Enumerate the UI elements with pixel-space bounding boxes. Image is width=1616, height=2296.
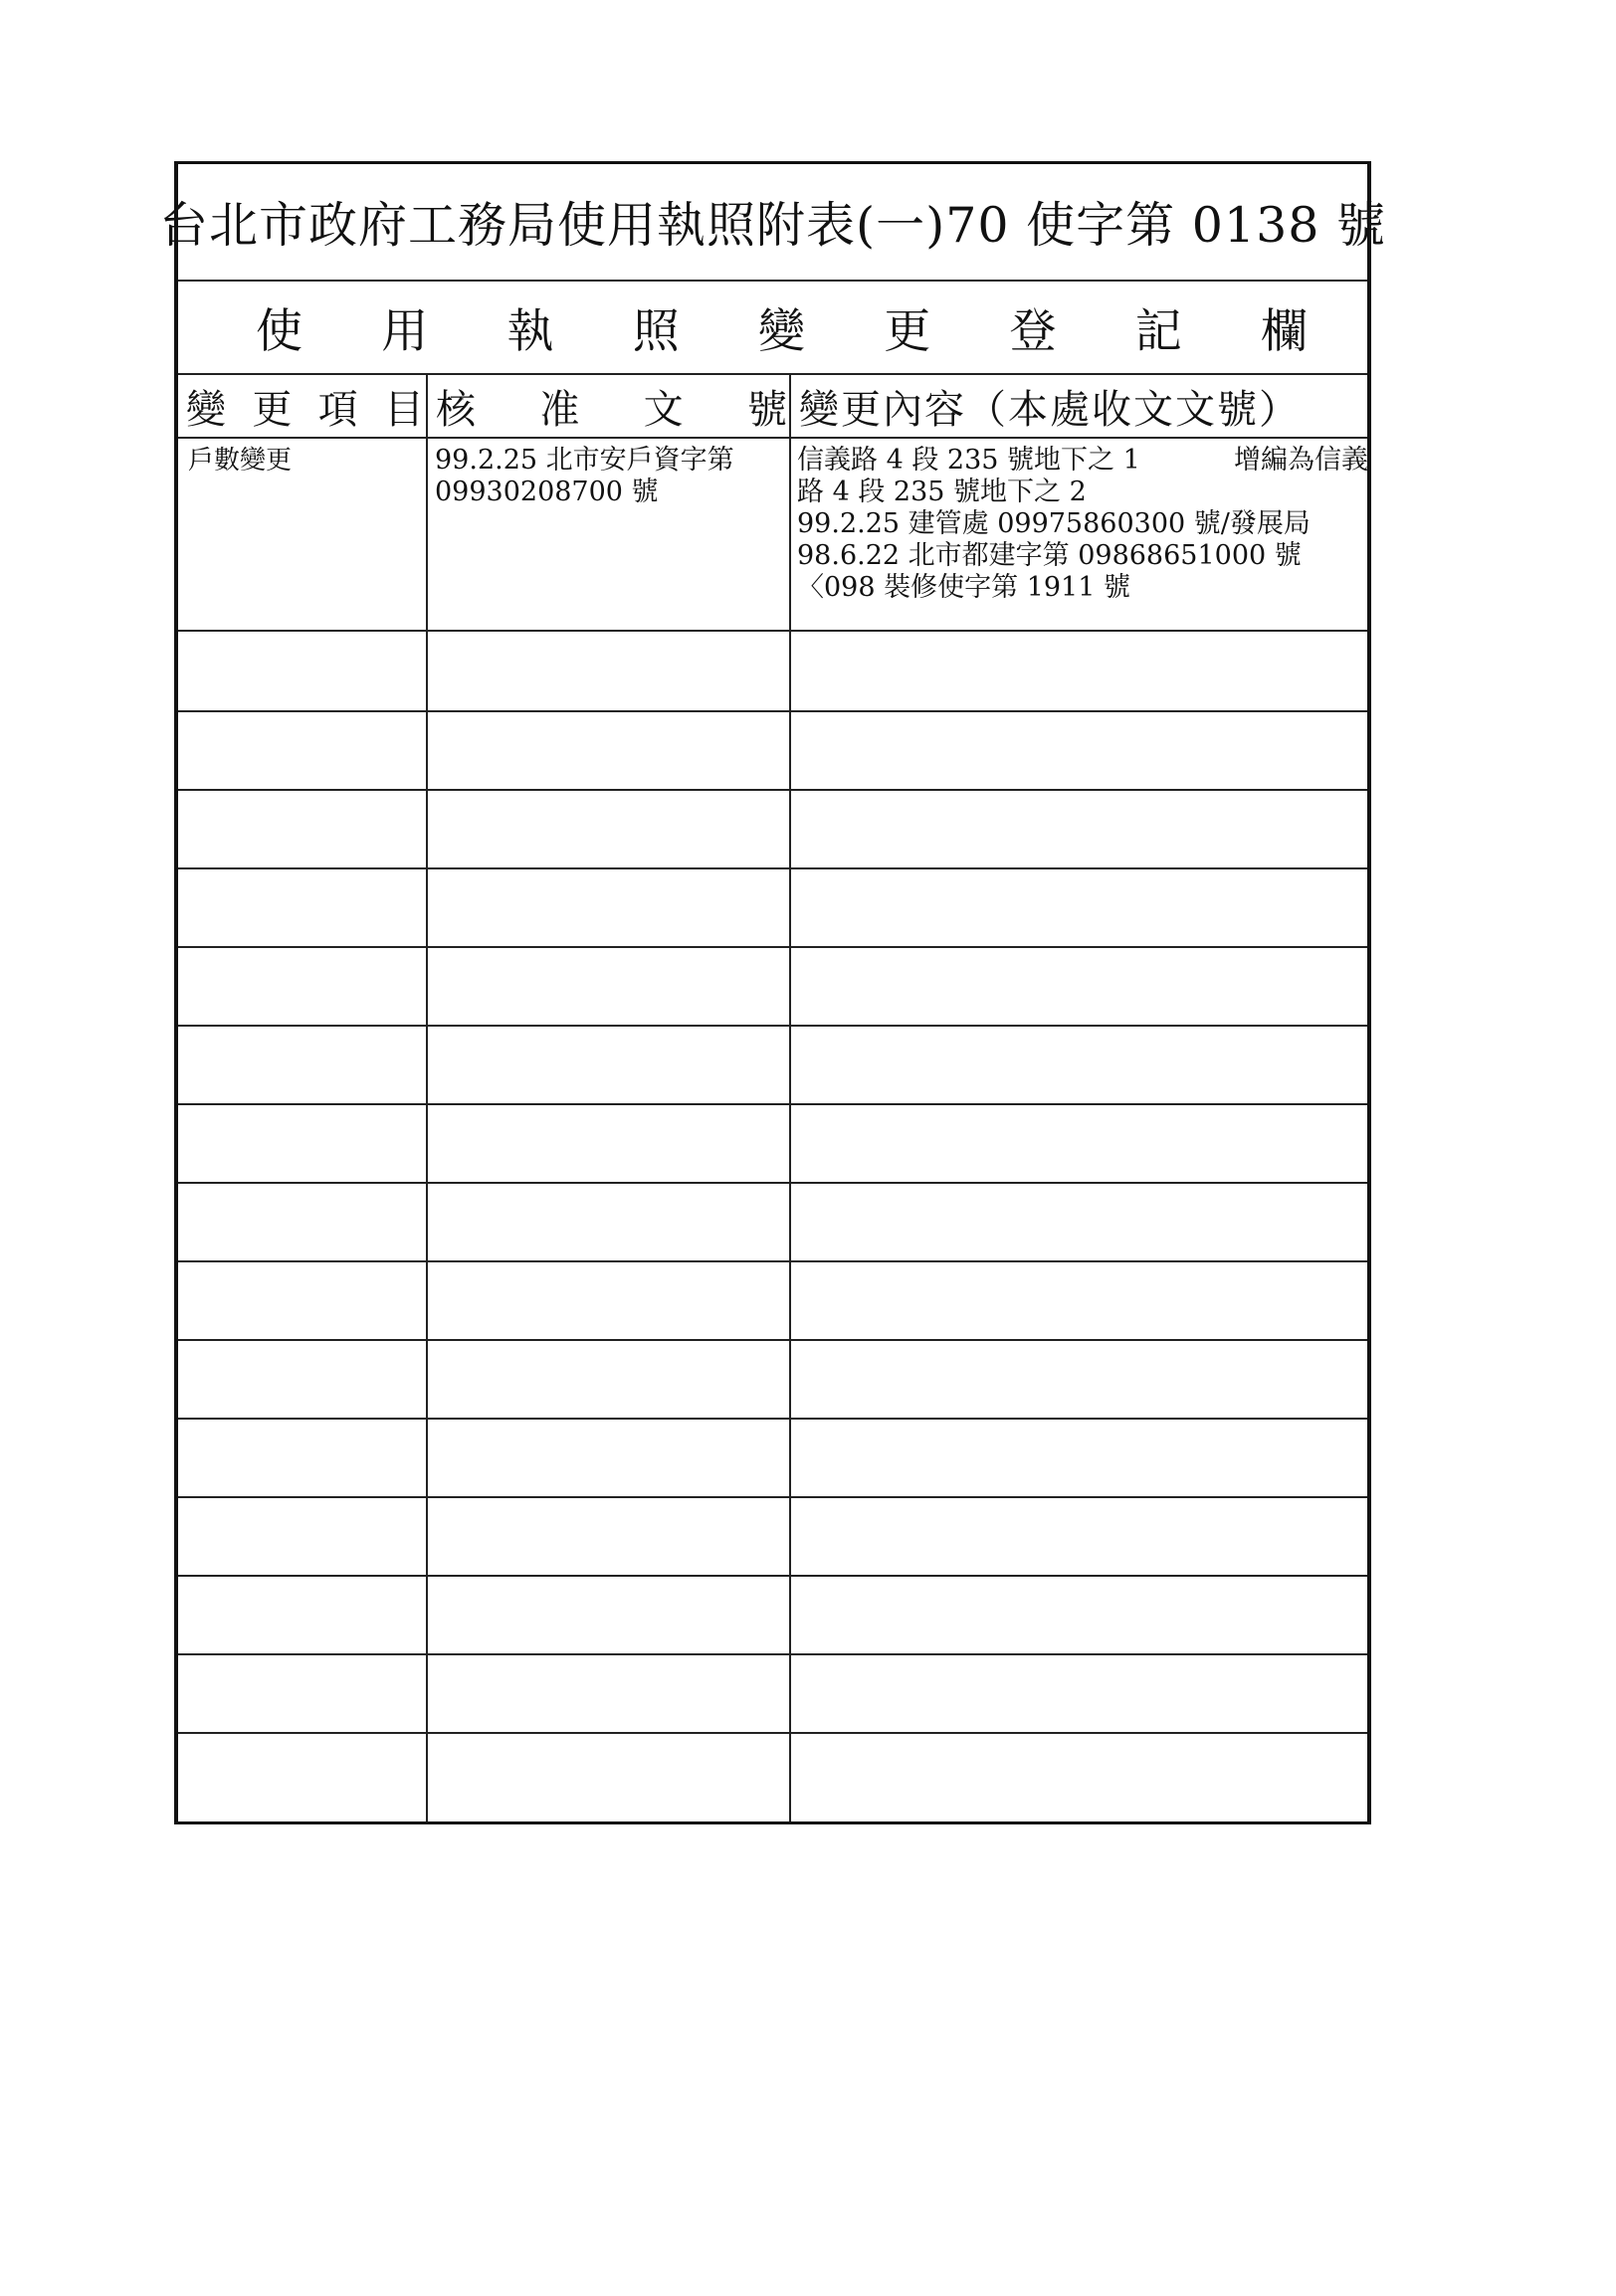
empty-row-line	[178, 1182, 1367, 1184]
subtitle-char: 欄	[1261, 303, 1308, 359]
license-change-form	[159, 161, 1387, 1824]
content-line	[797, 445, 1368, 477]
approval-number-cell	[435, 445, 785, 508]
content-line: 〈098 裝修使字第 1911 號	[797, 572, 1130, 603]
change-content-cell	[797, 445, 1368, 604]
subtitle-char: 照	[632, 303, 680, 359]
empty-row-line	[178, 1025, 1367, 1027]
header-char: 變	[186, 386, 226, 433]
header-char: 號	[746, 386, 787, 433]
empty-row-line	[178, 1653, 1367, 1655]
content-line: 路 4 段 235 號地下之 2	[797, 477, 1087, 507]
empty-row-line	[178, 1418, 1367, 1420]
header-change-content: 變更內容（本處收文文號）	[799, 386, 1301, 433]
empty-row-line	[178, 1103, 1367, 1105]
subtitle-char: 更	[884, 303, 931, 359]
table-header	[178, 375, 1367, 439]
form-title: 台北市政府工務局使用執照附表(一)70 使字第 0138 號	[178, 164, 1367, 282]
column-divider	[426, 439, 428, 1821]
empty-row-line	[178, 1260, 1367, 1262]
content-line: 98.6.22 北市都建字第 09868651000 號	[797, 540, 1302, 571]
change-item-cell: 戶數變更	[188, 446, 293, 476]
header-char: 文	[643, 386, 684, 433]
approval-line: 99.2.25 北市安戶資字第	[435, 445, 734, 476]
subtitle-char: 記	[1134, 303, 1182, 359]
empty-row-line	[178, 1732, 1367, 1734]
header-change-item	[178, 375, 428, 437]
column-divider	[789, 439, 791, 1821]
content-text: 增編為信義	[1234, 445, 1368, 476]
subtitle-char: 執	[506, 303, 554, 359]
content-line: 99.2.25 建管處 09975860300 號/發展局	[797, 508, 1311, 539]
empty-row-line	[178, 710, 1367, 712]
empty-row-line	[178, 1496, 1367, 1498]
subtitle-char: 登	[1009, 303, 1057, 359]
header-char: 目	[383, 386, 424, 433]
empty-row-line	[178, 946, 1367, 948]
header-approval-number	[428, 375, 791, 437]
approval-line: 09930208700 號	[435, 477, 659, 507]
column-divider	[426, 375, 428, 439]
column-divider	[789, 375, 791, 439]
header-char: 更	[252, 386, 293, 433]
subtitle-char: 使	[256, 303, 303, 359]
header-char: 准	[539, 386, 580, 433]
empty-row-line	[178, 867, 1367, 869]
empty-row-line	[178, 1575, 1367, 1577]
form-subtitle	[178, 282, 1367, 375]
empty-row-line	[178, 1339, 1367, 1341]
header-char: 核	[436, 386, 476, 433]
content-text: 信義路 4 段 235 號地下之 1	[797, 445, 1140, 476]
empty-row-line	[178, 789, 1367, 791]
header-char: 項	[317, 386, 358, 433]
subtitle-char: 用	[381, 303, 429, 359]
table-row	[178, 439, 1367, 632]
subtitle-char: 變	[758, 303, 805, 359]
